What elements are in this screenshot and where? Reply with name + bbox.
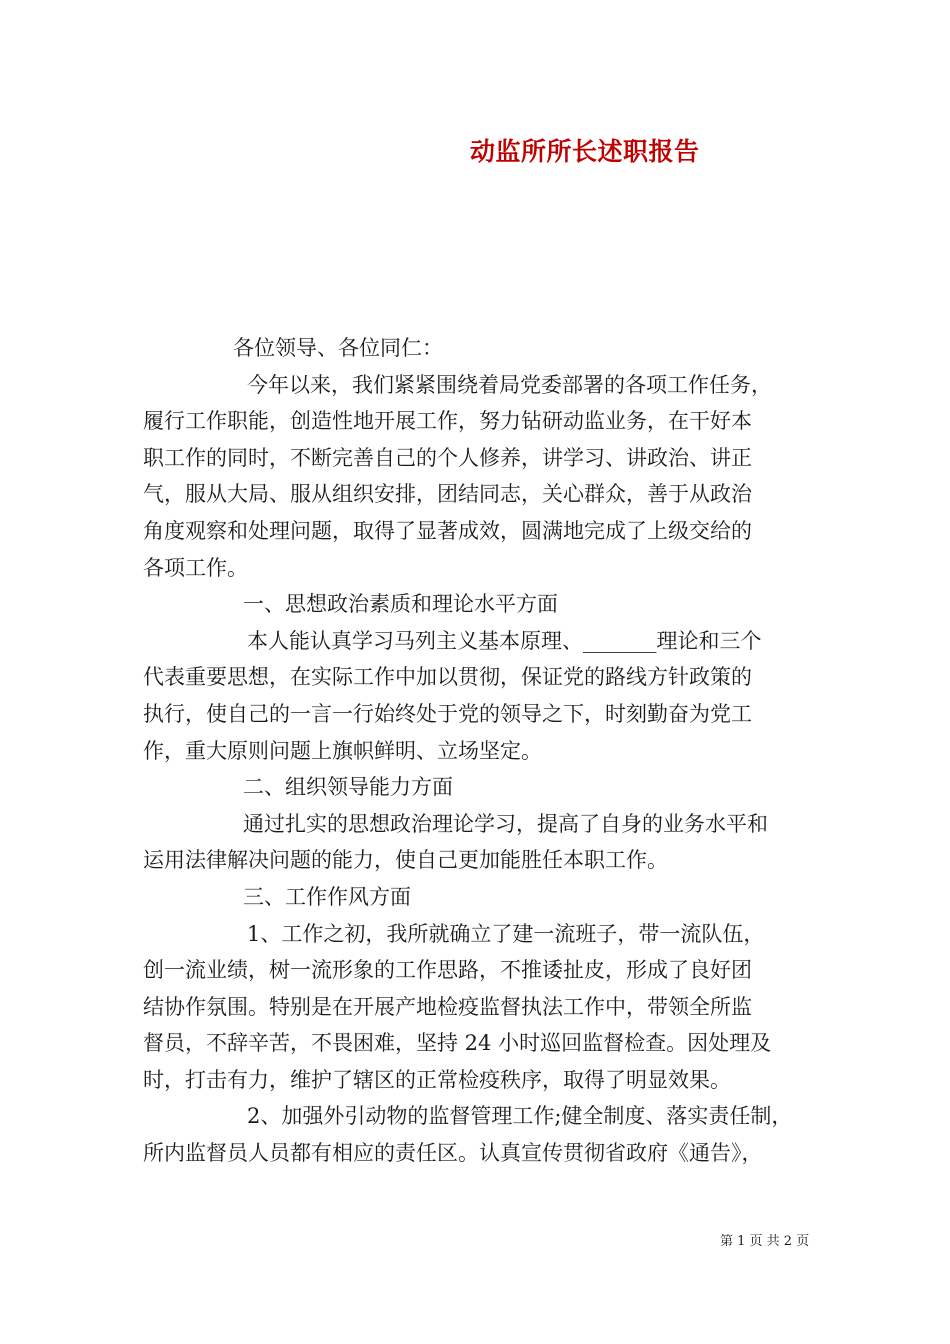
paragraph-line: 1、工作之初，我所就确立了建一流班子，带一流队伍， xyxy=(247,921,765,946)
paragraph-line: 角度观察和处理问题，取得了显著成效，圆满地完成了上级交给的 xyxy=(143,518,752,543)
paragraph-line: 督员，不辞辛苦，不畏困难，坚持 24 小时巡回监督检查。因处理及 xyxy=(143,1031,772,1056)
paragraph-line: 各项工作。 xyxy=(143,555,248,580)
paragraph-line: 通过扎实的思想政治理论学习，提高了自身的业务水平和 xyxy=(243,811,768,836)
section-heading: 二、组织领导能力方面 xyxy=(243,775,453,800)
paragraph-line: 执行，使自己的一言一行始终处于党的领导之下，时刻勤奋为党工 xyxy=(143,701,752,726)
paragraph-line: 作，重大原则问题上旗帜鲜明、立场坚定。 xyxy=(143,738,542,763)
paragraph-line: 代表重要思想，在实际工作中加以贯彻，保证党的路线方针政策的 xyxy=(143,665,752,690)
paragraph-line: 职工作的同时，不断完善自己的个人修养，讲学习、讲政治、讲正 xyxy=(143,445,752,470)
page-number: 第 1 页 共 2 页 xyxy=(720,1234,810,1249)
paragraph-line: 所内监督员人员都有相应的责任区。认真宣传贯彻省政府《通告》， xyxy=(143,1141,763,1166)
paragraph-line: 时，打击有力，维护了辖区的正常检疫秩序，取得了明显效果。 xyxy=(143,1067,731,1092)
section-heading: 一、思想政治素质和理论水平方面 xyxy=(243,592,558,617)
paragraph-line: 履行工作职能，创造性地开展工作，努力钻研动监业务，在干好本 xyxy=(143,409,752,434)
paragraph-line: 创一流业绩，树一流形象的工作思路，不推诿扯皮，形成了良好团 xyxy=(143,958,752,983)
paragraph-line: 运用法律解决问题的能力，使自己更加能胜任本职工作。 xyxy=(143,848,668,873)
paragraph-line: 结协作氛围。特别是在开展产地检疫监督执法工作中，带领全所监 xyxy=(143,994,752,1019)
paragraph-line: 气，服从大局、服从组织安排，团结同志，关心群众，善于从政治 xyxy=(143,482,752,507)
paragraph-line: 本人能认真学习马列主义基本原理、_______理论和三个 xyxy=(247,628,762,653)
paragraph-line: 今年以来，我们紧紧围绕着局党委部署的各项工作任务， xyxy=(247,372,772,397)
page-title: 动监所所长述职报告 xyxy=(470,137,700,166)
paragraph-line: 2、加强外引动物的监督管理工作;健全制度、落实责任制， xyxy=(247,1104,793,1129)
section-heading: 三、工作作风方面 xyxy=(243,884,411,909)
salutation: 各位领导、各位同仁： xyxy=(233,336,443,360)
document-body xyxy=(143,330,823,1172)
